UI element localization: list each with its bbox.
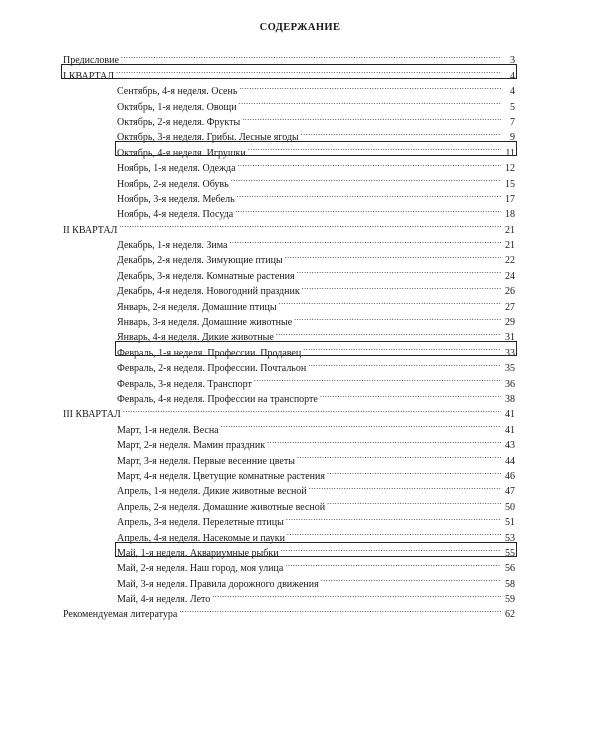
toc-section[interactable] bbox=[63, 63, 515, 82]
dot-leader bbox=[287, 525, 501, 540]
toc-entry-page: 17 bbox=[505, 193, 515, 205]
toc-entry[interactable] bbox=[63, 48, 515, 67]
dot-leader bbox=[308, 356, 501, 371]
toc-entry[interactable] bbox=[63, 556, 515, 575]
dot-leader bbox=[119, 217, 501, 232]
dot-leader bbox=[231, 171, 501, 186]
dot-leader bbox=[237, 187, 501, 202]
toc-entry-label: Февраль, 4-я неделя. Профессии на транспорте bbox=[117, 393, 318, 405]
toc-entry-label: Апрель, 1-я неделя. Дикие животные весной bbox=[117, 486, 307, 498]
toc-entry-label: Рекомендуемая литература bbox=[63, 609, 178, 621]
dot-leader bbox=[302, 279, 501, 294]
toc-entry-page: 18 bbox=[505, 209, 515, 221]
toc-entry-page: 47 bbox=[505, 486, 515, 498]
toc-entry-page: 50 bbox=[505, 501, 515, 513]
toc-entry[interactable] bbox=[63, 310, 515, 329]
toc-entry-label: Апрель, 3-я неделя. Перелетные птицы bbox=[117, 517, 284, 529]
toc-entry[interactable] bbox=[63, 494, 515, 513]
toc-entry[interactable] bbox=[63, 94, 515, 113]
toc-entry-page: 41 bbox=[505, 424, 515, 436]
dot-leader bbox=[279, 294, 501, 309]
toc-entry[interactable] bbox=[63, 263, 515, 282]
toc-entry-page: 46 bbox=[505, 470, 515, 482]
toc-entry-page: 59 bbox=[505, 594, 515, 606]
toc-entry-page: 9 bbox=[510, 132, 515, 144]
toc-entry[interactable] bbox=[63, 125, 515, 144]
toc-entry-label: Январь, 4-я неделя. Дикие животные bbox=[117, 332, 274, 344]
toc-entry-label: Май, 2-я неделя. Наш город, моя улица bbox=[117, 563, 284, 575]
toc-entry-page: 21 bbox=[505, 224, 515, 236]
toc-entry-page: 35 bbox=[505, 363, 515, 375]
toc-entry[interactable] bbox=[63, 187, 515, 205]
dot-leader bbox=[221, 417, 501, 432]
toc-entry-page: 31 bbox=[505, 332, 515, 344]
dot-leader bbox=[321, 571, 501, 586]
dot-leader bbox=[248, 140, 501, 155]
dot-leader bbox=[327, 494, 501, 509]
toc-entry-label: Март, 2-я неделя. Мамин праздник bbox=[117, 440, 266, 452]
toc-entry-page: 29 bbox=[505, 317, 515, 329]
toc-entry-label: Декабрь, 3-я неделя. Комнатные растения bbox=[117, 270, 295, 282]
toc-entry-label: Апрель, 4-я неделя. Насекомые и пауки bbox=[117, 532, 285, 544]
table-of-contents bbox=[63, 48, 515, 621]
toc-entry-page: 44 bbox=[505, 455, 515, 467]
toc-entry-label: Январь, 2-я неделя. Домашние птицы bbox=[117, 301, 277, 313]
toc-entry[interactable] bbox=[63, 356, 515, 375]
toc-entry-label: Ноябрь, 4-я неделя. Посуда bbox=[117, 209, 234, 221]
toc-entry-label: Март, 4-я неделя. Цветущие комнатные растения bbox=[117, 470, 325, 482]
toc-entry-page: 15 bbox=[505, 178, 515, 190]
dot-leader bbox=[301, 125, 501, 140]
toc-entry-page: 4 bbox=[510, 70, 515, 82]
toc-entry-page: 3 bbox=[510, 55, 515, 67]
toc-entry-label: Февраль, 1-я неделя. Профессии. Продавец bbox=[117, 347, 302, 359]
dot-leader bbox=[242, 110, 501, 125]
toc-entry-page: 22 bbox=[505, 255, 515, 267]
toc-entry-page: 27 bbox=[505, 301, 515, 313]
toc-entry-label: Март, 1-я неделя. Весна bbox=[117, 424, 219, 436]
toc-section[interactable] bbox=[63, 217, 515, 236]
toc-entry-label: Март, 3-я неделя. Первые весенние цветы bbox=[117, 455, 295, 467]
toc-entry-page: 21 bbox=[505, 240, 515, 252]
toc-entry-page: 12 bbox=[505, 163, 515, 175]
dot-leader bbox=[121, 48, 501, 63]
dot-leader bbox=[239, 94, 501, 109]
toc-entry-page: 11 bbox=[505, 147, 515, 159]
toc-entry-page: 56 bbox=[505, 563, 515, 575]
page-title: СОДЕРЖАНИЕ bbox=[259, 22, 341, 33]
toc-section[interactable] bbox=[63, 402, 515, 421]
dot-leader bbox=[286, 510, 501, 525]
toc-entry[interactable] bbox=[63, 371, 515, 390]
dot-leader bbox=[212, 587, 501, 602]
toc-entry-label: I КВАРТАЛ bbox=[63, 70, 115, 82]
toc-entry[interactable] bbox=[63, 571, 515, 590]
toc-entry[interactable] bbox=[63, 417, 515, 436]
toc-entry[interactable] bbox=[63, 510, 515, 529]
toc-entry-label: Февраль, 2-я неделя. Профессии. Почтальон bbox=[117, 363, 307, 375]
dot-leader bbox=[229, 233, 501, 248]
dot-leader bbox=[116, 63, 501, 78]
toc-entry[interactable] bbox=[63, 79, 515, 98]
toc-entry-label: Май, 3-я неделя. Правила дорожного движения bbox=[117, 578, 319, 590]
toc-entry[interactable] bbox=[63, 479, 515, 498]
toc-entry-page: 5 bbox=[510, 101, 515, 113]
dot-leader bbox=[239, 79, 501, 94]
toc-entry-page: 41 bbox=[505, 409, 515, 421]
toc-entry-label: Декабрь, 4-я неделя. Новогодний праздник bbox=[117, 286, 300, 298]
toc-entry[interactable] bbox=[63, 525, 515, 544]
toc-entry-label: Ноябрь, 1-я неделя. Одежда bbox=[117, 163, 236, 175]
dot-leader bbox=[320, 387, 501, 402]
toc-entry-page: 62 bbox=[505, 609, 515, 621]
toc-entry-page: 24 bbox=[505, 270, 515, 282]
toc-entry[interactable] bbox=[63, 340, 515, 359]
dot-leader bbox=[327, 464, 501, 479]
toc-entry[interactable] bbox=[63, 110, 515, 128]
toc-entry-label: II КВАРТАЛ bbox=[63, 224, 118, 236]
toc-entry-page: 36 bbox=[505, 378, 515, 390]
toc-entry[interactable] bbox=[63, 433, 515, 452]
dot-leader bbox=[303, 340, 501, 355]
toc-entry[interactable] bbox=[63, 294, 515, 313]
toc-entry-page: 43 bbox=[505, 440, 515, 452]
toc-entry-label: Октябрь, 4-я неделя. Игрушки bbox=[117, 147, 246, 159]
toc-entry-page: 38 bbox=[505, 393, 515, 405]
toc-entry[interactable] bbox=[63, 233, 515, 252]
toc-entry[interactable] bbox=[63, 448, 515, 467]
toc-entry-page: 58 bbox=[505, 578, 515, 590]
toc-entry-page: 55 bbox=[505, 547, 515, 559]
dot-leader bbox=[297, 263, 501, 278]
toc-entry[interactable] bbox=[63, 464, 515, 482]
toc-entry-label: Предисловие bbox=[63, 55, 119, 67]
toc-entry[interactable] bbox=[63, 325, 515, 344]
toc-entry-page: 26 bbox=[505, 286, 515, 298]
toc-entry-page: 51 bbox=[505, 517, 515, 529]
dot-leader bbox=[294, 310, 501, 325]
dot-leader bbox=[238, 156, 501, 171]
toc-entry-label: Ноябрь, 2-я неделя. Обувь bbox=[117, 178, 229, 190]
toc-entry-page: 7 bbox=[510, 116, 515, 128]
toc-entry-label: Октябрь, 2-я неделя. Фрукты bbox=[117, 116, 241, 128]
dot-leader bbox=[123, 402, 501, 417]
toc-entry-label: Май, 1-я неделя. Аквариумные рыбки bbox=[117, 547, 279, 559]
toc-entry-page: 33 bbox=[505, 347, 515, 359]
dot-leader bbox=[309, 479, 501, 494]
toc-entry-label: Ноябрь, 3-я неделя. Мебель bbox=[117, 193, 235, 205]
dot-leader bbox=[254, 371, 501, 386]
toc-entry[interactable] bbox=[63, 202, 515, 221]
toc-entry-label: Февраль, 3-я неделя. Транспорт bbox=[117, 378, 252, 390]
toc-entry[interactable] bbox=[63, 248, 515, 267]
dot-leader bbox=[276, 325, 501, 340]
toc-entry-label: Май, 4-я неделя. Лето bbox=[117, 594, 211, 606]
toc-entry-label: Декабрь, 1-я неделя. Зима bbox=[117, 240, 228, 252]
dot-leader bbox=[285, 248, 501, 263]
dot-leader bbox=[235, 202, 501, 217]
dot-leader bbox=[179, 602, 501, 617]
toc-entry[interactable] bbox=[63, 156, 515, 175]
toc-entry[interactable] bbox=[63, 541, 515, 559]
toc-entry-label: Октябрь, 1-я неделя. Овощи bbox=[117, 101, 237, 113]
toc-entry[interactable] bbox=[63, 140, 515, 159]
toc-entry-label: Сентябрь, 4-я неделя. Осень bbox=[117, 86, 238, 98]
toc-entry[interactable] bbox=[63, 587, 515, 606]
toc-entry-label: Январь, 3-я неделя. Домашние животные bbox=[117, 317, 293, 329]
dot-leader bbox=[285, 556, 501, 571]
toc-entry-label: Декабрь, 2-я неделя. Зимующие птицы bbox=[117, 255, 283, 267]
toc-entry[interactable] bbox=[63, 387, 515, 405]
toc-entry-page: 53 bbox=[505, 532, 515, 544]
toc-entry-label: Октябрь, 3-я неделя. Грибы. Лесные ягоды bbox=[117, 132, 299, 144]
dot-leader bbox=[267, 433, 501, 448]
toc-entry-label: Апрель, 2-я неделя. Домашние животные весной bbox=[117, 501, 326, 513]
toc-entry[interactable] bbox=[63, 602, 515, 621]
dot-leader bbox=[297, 448, 501, 463]
toc-entry-label: III КВАРТАЛ bbox=[63, 409, 121, 421]
toc-entry-page: 4 bbox=[510, 86, 515, 98]
toc-entry[interactable] bbox=[63, 279, 515, 298]
toc-entry[interactable] bbox=[63, 171, 515, 190]
dot-leader bbox=[281, 541, 501, 556]
